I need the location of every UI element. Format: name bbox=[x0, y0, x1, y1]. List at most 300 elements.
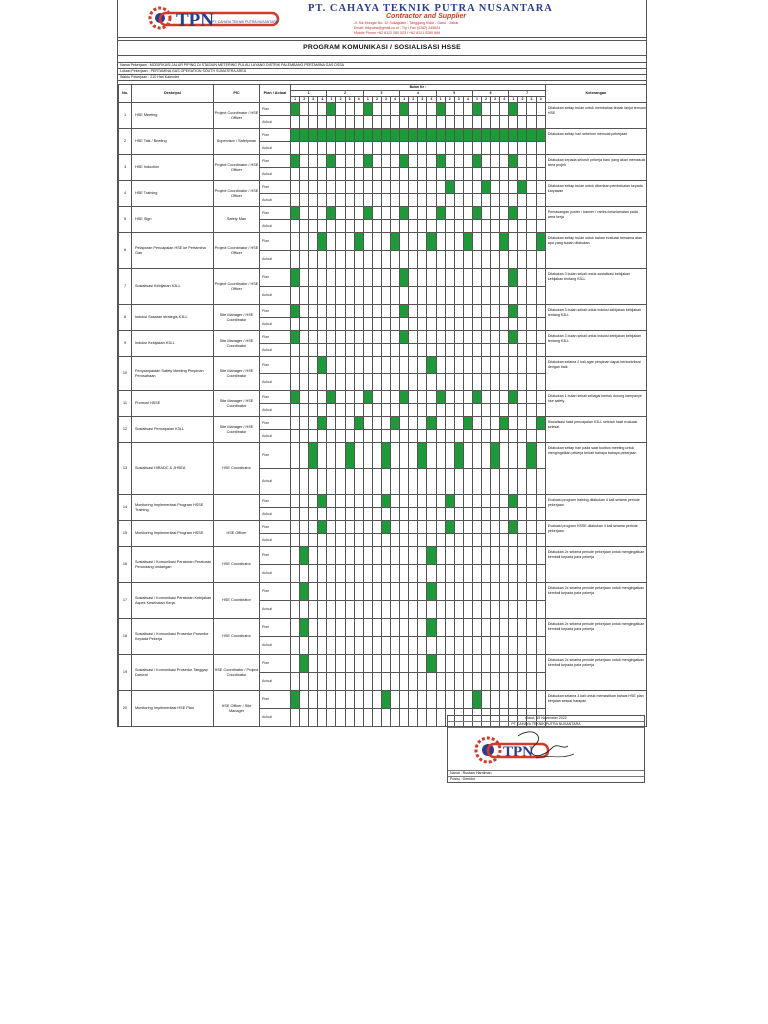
actual-cell bbox=[536, 601, 545, 619]
plan-cell bbox=[454, 417, 463, 430]
plan-cell bbox=[436, 331, 445, 344]
plan-cell bbox=[418, 391, 427, 404]
plan-cell bbox=[418, 547, 427, 565]
actual-cell bbox=[318, 374, 327, 391]
plan-cell bbox=[436, 619, 445, 637]
actual-cell bbox=[345, 318, 354, 331]
plan-cell bbox=[318, 305, 327, 318]
row-description: Monitoring Implementasi Program HSSE Training bbox=[132, 495, 214, 521]
actual-cell bbox=[318, 508, 327, 521]
plan-cell bbox=[527, 691, 536, 709]
plan-cell bbox=[300, 181, 309, 194]
actual-cell bbox=[400, 601, 409, 619]
plan-cell bbox=[391, 305, 400, 318]
actual-cell bbox=[436, 287, 445, 305]
company-tagline: Contractor and Supplier bbox=[386, 13, 467, 20]
actual-cell bbox=[400, 374, 409, 391]
actual-cell bbox=[400, 220, 409, 233]
actual-cell bbox=[436, 637, 445, 655]
row-keterangan: Dilakukan selama 3 kali untuk memastikan bahwa HSE plan berjalan sesuai harapan bbox=[545, 691, 646, 727]
actual-cell bbox=[509, 142, 518, 155]
plan-cell bbox=[391, 207, 400, 220]
actual-cell bbox=[381, 709, 390, 727]
plan-cell bbox=[500, 495, 509, 508]
plan-cell bbox=[491, 691, 500, 709]
actual-cell bbox=[518, 508, 527, 521]
actual-cell bbox=[536, 374, 545, 391]
actual-cell bbox=[391, 508, 400, 521]
row-keterangan: Evaluasi program HSSE dilakukan 4 kali selama periode pekerjaan bbox=[545, 521, 646, 547]
row-pic: HSE Coordinator bbox=[214, 619, 260, 655]
plan-cell bbox=[372, 181, 381, 194]
actual-cell bbox=[345, 601, 354, 619]
plan-cell bbox=[391, 103, 400, 116]
plan-cell bbox=[354, 443, 363, 469]
plan-cell bbox=[509, 583, 518, 601]
plan-label: Plan bbox=[260, 103, 291, 116]
actual-cell bbox=[354, 404, 363, 417]
actual-cell bbox=[463, 469, 472, 495]
plan-cell bbox=[354, 103, 363, 116]
plan-cell-marked bbox=[391, 233, 400, 251]
plan-cell bbox=[500, 357, 509, 374]
plan-cell bbox=[309, 391, 318, 404]
plan-cell bbox=[309, 155, 318, 168]
plan-cell bbox=[336, 181, 345, 194]
plan-cell bbox=[472, 305, 481, 318]
plan-cell bbox=[318, 181, 327, 194]
actual-cell bbox=[363, 318, 372, 331]
actual-cell bbox=[481, 565, 490, 583]
plan-cell bbox=[381, 391, 390, 404]
plan-cell bbox=[509, 443, 518, 469]
week-header: 4 bbox=[500, 97, 509, 103]
week-header: 2 bbox=[372, 97, 381, 103]
actual-cell bbox=[409, 194, 418, 207]
plan-cell-marked bbox=[472, 391, 481, 404]
actual-cell bbox=[391, 469, 400, 495]
row-pic: Project Coordinator / HSE Officer bbox=[214, 269, 260, 305]
actual-cell bbox=[363, 637, 372, 655]
company-name: PT. CAHAYA TEKNIK PUTRA NUSANTARA bbox=[308, 3, 553, 14]
actual-cell bbox=[536, 287, 545, 305]
plan-cell-marked bbox=[327, 103, 336, 116]
actual-cell bbox=[381, 318, 390, 331]
actual-cell bbox=[391, 287, 400, 305]
actual-cell bbox=[372, 318, 381, 331]
actual-cell bbox=[472, 534, 481, 547]
row-keterangan: Pemasangan poster / banner / rambu keselamatan pada area kerja bbox=[545, 207, 646, 233]
plan-cell-marked bbox=[427, 547, 436, 565]
plan-cell bbox=[418, 619, 427, 637]
row-keterangan: Dilakukan 2x selama periode pekerjaan untuk mengingatkan kembali kepada para pekerja bbox=[545, 655, 646, 691]
row-keterangan: Dilakukan setiap hari pada saat toolbox meeting untuk mengingatkan pekerja terkait bahaya bahaya pekerjaan bbox=[545, 443, 646, 495]
plan-cell-marked bbox=[427, 233, 436, 251]
week-header: 2 bbox=[445, 97, 454, 103]
plan-cell bbox=[491, 655, 500, 673]
plan-cell bbox=[318, 391, 327, 404]
actual-label: Actual bbox=[260, 565, 291, 583]
plan-cell bbox=[300, 691, 309, 709]
actual-cell bbox=[372, 194, 381, 207]
plan-cell bbox=[427, 495, 436, 508]
actual-cell bbox=[509, 469, 518, 495]
plan-label: Plan bbox=[260, 495, 291, 508]
actual-cell bbox=[327, 565, 336, 583]
actual-cell bbox=[445, 508, 454, 521]
actual-cell bbox=[509, 168, 518, 181]
plan-cell bbox=[418, 495, 427, 508]
plan-cell bbox=[409, 181, 418, 194]
actual-cell bbox=[454, 116, 463, 129]
actual-cell bbox=[345, 251, 354, 269]
plan-cell-marked bbox=[481, 181, 490, 194]
plan-cell bbox=[472, 495, 481, 508]
actual-cell bbox=[445, 534, 454, 547]
plan-cell-marked bbox=[400, 391, 409, 404]
actual-cell bbox=[336, 637, 345, 655]
actual-label: Actual bbox=[260, 318, 291, 331]
actual-cell bbox=[427, 374, 436, 391]
plan-cell bbox=[372, 391, 381, 404]
actual-cell bbox=[327, 534, 336, 547]
actual-cell bbox=[454, 374, 463, 391]
actual-cell bbox=[418, 142, 427, 155]
plan-cell bbox=[391, 181, 400, 194]
actual-cell bbox=[309, 318, 318, 331]
plan-cell bbox=[536, 357, 545, 374]
spacer bbox=[118, 56, 646, 63]
actual-cell bbox=[481, 469, 490, 495]
plan-cell bbox=[309, 233, 318, 251]
actual-cell bbox=[500, 194, 509, 207]
plan-cell bbox=[481, 495, 490, 508]
plan-cell bbox=[463, 495, 472, 508]
row-number: 14 bbox=[119, 495, 132, 521]
plan-cell bbox=[409, 655, 418, 673]
plan-cell bbox=[309, 103, 318, 116]
plan-cell bbox=[327, 495, 336, 508]
plan-cell bbox=[472, 331, 481, 344]
plan-cell bbox=[500, 443, 509, 469]
plan-cell bbox=[345, 357, 354, 374]
actual-cell bbox=[372, 601, 381, 619]
actual-cell bbox=[491, 168, 500, 181]
actual-cell bbox=[363, 344, 372, 357]
plan-cell bbox=[454, 103, 463, 116]
plan-cell bbox=[336, 103, 345, 116]
row-number: 10 bbox=[119, 357, 132, 391]
actual-cell bbox=[509, 637, 518, 655]
week-header: 4 bbox=[536, 97, 545, 103]
week-header: 3 bbox=[418, 97, 427, 103]
plan-cell bbox=[518, 331, 527, 344]
actual-cell bbox=[327, 344, 336, 357]
actual-cell bbox=[345, 534, 354, 547]
actual-cell bbox=[527, 194, 536, 207]
actual-cell bbox=[518, 251, 527, 269]
actual-cell bbox=[400, 709, 409, 727]
actual-cell bbox=[327, 220, 336, 233]
plan-cell-marked bbox=[445, 181, 454, 194]
week-header: 2 bbox=[518, 97, 527, 103]
row-number: 16 bbox=[119, 547, 132, 583]
plan-cell bbox=[463, 583, 472, 601]
actual-cell bbox=[527, 508, 536, 521]
actual-cell bbox=[491, 637, 500, 655]
actual-cell bbox=[318, 168, 327, 181]
week-header: 3 bbox=[345, 97, 354, 103]
actual-cell bbox=[372, 673, 381, 691]
plan-cell bbox=[436, 305, 445, 318]
actual-cell bbox=[327, 430, 336, 443]
actual-cell bbox=[500, 344, 509, 357]
actual-cell bbox=[354, 534, 363, 547]
actual-cell bbox=[418, 601, 427, 619]
plan-cell bbox=[527, 103, 536, 116]
actual-cell bbox=[391, 565, 400, 583]
plan-cell-marked bbox=[318, 129, 327, 142]
plan-cell bbox=[309, 207, 318, 220]
table-row bbox=[119, 417, 647, 430]
row-description: HSE Training bbox=[132, 181, 214, 207]
actual-cell bbox=[363, 709, 372, 727]
plan-cell bbox=[354, 305, 363, 318]
actual-cell bbox=[518, 430, 527, 443]
plan-cell bbox=[300, 331, 309, 344]
actual-cell bbox=[309, 251, 318, 269]
actual-cell bbox=[418, 168, 427, 181]
plan-cell bbox=[318, 547, 327, 565]
actual-cell bbox=[327, 673, 336, 691]
actual-cell bbox=[509, 287, 518, 305]
table-row bbox=[119, 155, 647, 168]
header-month-group: Bulan Ke : bbox=[291, 85, 546, 91]
plan-cell bbox=[381, 619, 390, 637]
row-pic: HSE Officer / Site Manager bbox=[214, 691, 260, 727]
month-3: 3 bbox=[363, 91, 399, 97]
actual-cell bbox=[400, 318, 409, 331]
plan-cell bbox=[527, 155, 536, 168]
row-description: Pelaporan Pencapaian HSE ke Pertamina Gas bbox=[132, 233, 214, 269]
plan-cell bbox=[318, 691, 327, 709]
plan-cell bbox=[300, 443, 309, 469]
actual-cell bbox=[391, 344, 400, 357]
plan-cell-marked bbox=[363, 103, 372, 116]
plan-cell-marked bbox=[381, 691, 390, 709]
month-4: 4 bbox=[400, 91, 436, 97]
actual-cell bbox=[300, 534, 309, 547]
plan-cell bbox=[527, 207, 536, 220]
plan-cell bbox=[409, 357, 418, 374]
actual-cell bbox=[463, 430, 472, 443]
actual-cell bbox=[445, 637, 454, 655]
plan-cell bbox=[445, 619, 454, 637]
plan-cell bbox=[454, 655, 463, 673]
meta-duration: Waktu Pekerjaan : 210 Hari Kalender bbox=[118, 75, 646, 81]
plan-cell bbox=[418, 655, 427, 673]
actual-cell bbox=[309, 404, 318, 417]
plan-cell-marked bbox=[472, 155, 481, 168]
plan-cell-marked bbox=[409, 129, 418, 142]
plan-cell bbox=[291, 521, 300, 534]
row-description: HSE Meeting bbox=[132, 103, 214, 129]
plan-label: Plan bbox=[260, 357, 291, 374]
plan-cell bbox=[463, 547, 472, 565]
actual-cell bbox=[372, 534, 381, 547]
actual-cell bbox=[409, 344, 418, 357]
actual-cell bbox=[427, 534, 436, 547]
plan-cell bbox=[327, 305, 336, 318]
plan-cell bbox=[436, 691, 445, 709]
plan-cell bbox=[491, 357, 500, 374]
week-header: 2 bbox=[409, 97, 418, 103]
plan-cell bbox=[354, 331, 363, 344]
actual-cell bbox=[454, 637, 463, 655]
row-keterangan: Dilakukan 3 bulan sekali untuk sosialisasi kebijakan kebijakan tentang K3LL bbox=[545, 269, 646, 305]
plan-cell bbox=[336, 233, 345, 251]
actual-cell bbox=[291, 168, 300, 181]
plan-cell bbox=[391, 619, 400, 637]
plan-cell bbox=[391, 655, 400, 673]
actual-cell bbox=[354, 142, 363, 155]
actual-cell bbox=[463, 508, 472, 521]
plan-cell bbox=[509, 655, 518, 673]
plan-cell bbox=[391, 583, 400, 601]
plan-cell bbox=[372, 269, 381, 287]
plan-cell bbox=[409, 305, 418, 318]
actual-cell bbox=[336, 404, 345, 417]
actual-cell bbox=[300, 142, 309, 155]
plan-cell bbox=[500, 547, 509, 565]
week-header: 4 bbox=[391, 97, 400, 103]
plan-cell bbox=[409, 207, 418, 220]
actual-cell bbox=[409, 637, 418, 655]
actual-cell bbox=[363, 565, 372, 583]
actual-cell bbox=[518, 194, 527, 207]
actual-cell bbox=[345, 469, 354, 495]
actual-cell bbox=[536, 404, 545, 417]
plan-cell-marked bbox=[509, 269, 518, 287]
actual-label: Actual bbox=[260, 534, 291, 547]
actual-cell bbox=[372, 709, 381, 727]
stamp-and-signature bbox=[448, 728, 644, 770]
actual-cell bbox=[518, 534, 527, 547]
actual-cell bbox=[481, 374, 490, 391]
plan-cell bbox=[463, 269, 472, 287]
plan-cell bbox=[318, 103, 327, 116]
actual-cell bbox=[336, 194, 345, 207]
week-header: 2 bbox=[336, 97, 345, 103]
actual-cell bbox=[418, 220, 427, 233]
actual-cell bbox=[436, 709, 445, 727]
actual-cell bbox=[536, 251, 545, 269]
row-description: HSE Talk / Briefing bbox=[132, 129, 214, 155]
week-header: 2 bbox=[481, 97, 490, 103]
table-row bbox=[119, 129, 647, 142]
actual-cell bbox=[409, 534, 418, 547]
plan-cell bbox=[436, 443, 445, 469]
actual-cell bbox=[345, 220, 354, 233]
plan-cell bbox=[372, 547, 381, 565]
plan-label: Plan bbox=[260, 129, 291, 142]
actual-cell bbox=[418, 637, 427, 655]
plan-cell bbox=[418, 521, 427, 534]
plan-cell bbox=[409, 547, 418, 565]
actual-cell bbox=[518, 116, 527, 129]
row-keterangan: Evaluasi program training dilakukan 4 kali selama periode pekerjaan bbox=[545, 495, 646, 521]
plan-cell bbox=[518, 207, 527, 220]
actual-cell bbox=[327, 287, 336, 305]
row-keterangan: Dilakukan 1 bulan sekali sebagai bentuk dorong kampanye hse safety bbox=[545, 391, 646, 417]
plan-cell-marked bbox=[318, 521, 327, 534]
actual-cell bbox=[418, 318, 427, 331]
row-pic: Project Coordinator / HSE Officer bbox=[214, 155, 260, 181]
actual-cell bbox=[527, 116, 536, 129]
actual-cell bbox=[518, 142, 527, 155]
actual-cell bbox=[527, 220, 536, 233]
actual-cell bbox=[527, 251, 536, 269]
actual-cell bbox=[491, 142, 500, 155]
plan-cell-marked bbox=[463, 417, 472, 430]
row-number: 18 bbox=[119, 619, 132, 655]
plan-cell bbox=[291, 357, 300, 374]
plan-cell bbox=[445, 417, 454, 430]
plan-cell bbox=[327, 655, 336, 673]
actual-cell bbox=[381, 116, 390, 129]
plan-cell bbox=[291, 181, 300, 194]
plan-cell bbox=[481, 691, 490, 709]
plan-cell bbox=[345, 155, 354, 168]
plan-cell bbox=[418, 357, 427, 374]
plan-cell bbox=[363, 357, 372, 374]
plan-cell bbox=[372, 331, 381, 344]
actual-cell bbox=[354, 194, 363, 207]
plan-cell bbox=[536, 655, 545, 673]
plan-cell-marked bbox=[509, 391, 518, 404]
actual-cell bbox=[518, 601, 527, 619]
actual-cell bbox=[318, 709, 327, 727]
plan-cell bbox=[518, 619, 527, 637]
plan-cell bbox=[418, 207, 427, 220]
plan-cell bbox=[381, 331, 390, 344]
table-row bbox=[119, 305, 647, 318]
plan-cell bbox=[363, 521, 372, 534]
actual-cell bbox=[381, 287, 390, 305]
actual-label: Actual bbox=[260, 469, 291, 495]
actual-label: Actual bbox=[260, 194, 291, 207]
actual-cell bbox=[472, 142, 481, 155]
actual-cell bbox=[409, 565, 418, 583]
actual-cell bbox=[518, 318, 527, 331]
actual-cell bbox=[391, 116, 400, 129]
actual-cell bbox=[291, 251, 300, 269]
plan-cell-marked bbox=[363, 391, 372, 404]
actual-cell bbox=[445, 194, 454, 207]
actual-cell bbox=[472, 251, 481, 269]
table-row bbox=[119, 583, 647, 601]
actual-cell bbox=[309, 469, 318, 495]
actual-cell bbox=[445, 168, 454, 181]
header-no: No. bbox=[119, 85, 132, 103]
actual-cell bbox=[491, 430, 500, 443]
week-header: 3 bbox=[381, 97, 390, 103]
row-description: Monitoring Implementasi HSE Plan bbox=[132, 691, 214, 727]
plan-label: Plan bbox=[260, 391, 291, 404]
plan-cell bbox=[527, 655, 536, 673]
plan-cell bbox=[427, 103, 436, 116]
row-number: 3 bbox=[119, 155, 132, 181]
